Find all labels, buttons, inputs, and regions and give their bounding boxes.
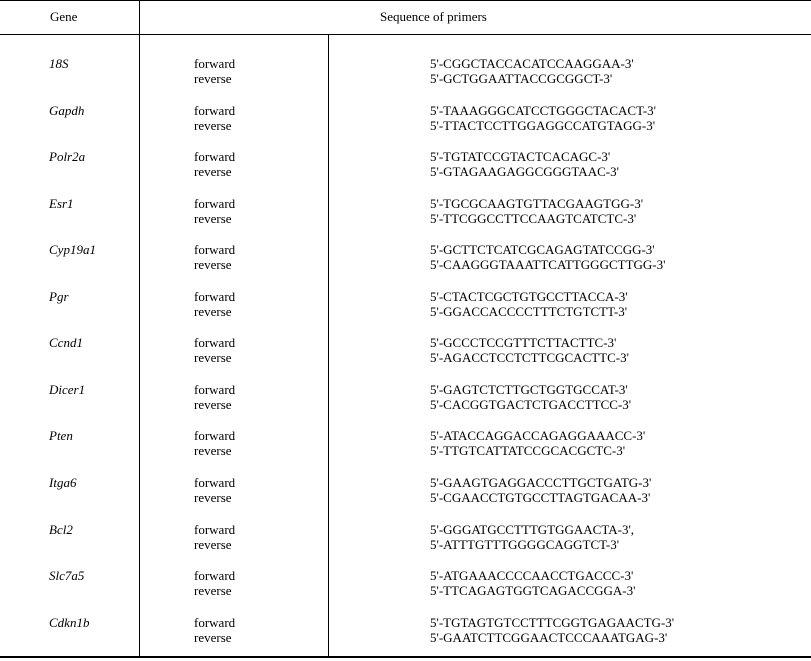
reverse-label: reverse	[194, 257, 232, 273]
gene-name: Slc7a5	[49, 568, 85, 584]
forward-primer-sequence: 5'-GCTTCTCATCGCAGAGTATCCGG-3'	[430, 242, 655, 258]
header-sequence-of-primers: Sequence of primers	[380, 9, 487, 24]
forward-primer-sequence: 5'-GGGATGCCTTTGTGGAACTA-3',	[430, 521, 635, 537]
reverse-label: reverse	[194, 210, 232, 226]
reverse-primer-sequence: 5'-TTCGGCCTTCCAAGTCATCTC-3'	[430, 210, 637, 226]
forward-primer-sequence: 5'-GAGTCTCTTGCTGGTGCCAT-3'	[430, 381, 628, 397]
table-row	[0, 568, 811, 614]
gene-name: Pgr	[49, 288, 69, 304]
table-row	[0, 382, 811, 428]
reverse-label: reverse	[194, 536, 232, 552]
reverse-primer-sequence: 5'-GTAGAAGAGGCGGGTAAC-3'	[430, 164, 619, 180]
forward-label: forward	[194, 102, 236, 118]
reverse-label: reverse	[194, 443, 232, 459]
table-header-rule	[0, 34, 811, 35]
gene-name: Itga6	[49, 474, 77, 490]
table-row	[0, 335, 811, 381]
gene-name: Gapdh	[49, 102, 85, 118]
forward-primer-sequence: 5'-GAAGTGAGGACCCTTGCTGATG-3'	[430, 474, 652, 490]
reverse-label: reverse	[194, 489, 232, 505]
gene-name: 18S	[49, 56, 69, 71]
reverse-primer-sequence: 5'-CAAGGGTAAATTCATTGGGCTTGG-3'	[430, 257, 666, 273]
reverse-primer-sequence: 5'-GAATCTTCGGAACTCCCAAATGAG-3'	[430, 629, 668, 645]
forward-label: forward	[194, 521, 236, 537]
forward-label: forward	[194, 381, 236, 397]
table-row	[0, 475, 811, 521]
table-row	[0, 522, 811, 568]
reverse-label: reverse	[194, 303, 232, 319]
gene-name: Ccnd1	[49, 335, 83, 351]
forward-label: forward	[194, 474, 236, 490]
reverse-primer-sequence: 5'-TTACTCCTTGGAGGCCATGTAGG-3'	[430, 117, 656, 133]
table-top-rule	[0, 0, 811, 1]
reverse-label: reverse	[194, 629, 232, 645]
forward-label: forward	[194, 195, 236, 211]
forward-label: forward	[194, 614, 236, 630]
forward-primer-sequence: 5'-TGCGCAAGTGTTACGAAGTGG-3'	[430, 195, 644, 211]
forward-primer-sequence: 5'-TAAAGGGCATCCTGGGCTACACT-3'	[430, 102, 657, 118]
gene-name: Esr1	[49, 195, 74, 211]
forward-primer-sequence: 5'-TGTAGTGTCCTTTCGGTGAGAACTG-3'	[430, 614, 675, 630]
reverse-primer-sequence: 5'-TTCAGAGTGGTCAGACCGGA-3'	[430, 583, 636, 599]
gene-name: Bcl2	[49, 521, 73, 537]
reverse-label: reverse	[194, 396, 232, 412]
forward-primer-sequence: 5'-CGGCTACCACATCCAAGGAA-3'	[430, 56, 634, 71]
table-row	[0, 196, 811, 242]
forward-label: forward	[194, 568, 236, 584]
forward-primer-sequence: 5'-CTACTCGCTGTGCCTTACCA-3'	[430, 288, 628, 304]
table-row	[0, 615, 811, 661]
forward-label: forward	[194, 242, 236, 258]
reverse-primer-sequence: 5'-CACGGTGACTCTGACCTTCC-3'	[430, 396, 632, 412]
reverse-primer-sequence: 5'-GGACCACCCCTTTCTGTCTT-3'	[430, 303, 628, 319]
forward-label: forward	[194, 428, 236, 444]
reverse-label: reverse	[194, 71, 232, 86]
table-row	[0, 149, 811, 195]
gene-name: Pten	[49, 428, 73, 444]
reverse-label: reverse	[194, 583, 232, 599]
forward-label: forward	[194, 288, 236, 304]
forward-label: forward	[194, 56, 236, 71]
reverse-primer-sequence: 5'-ATTTGTTTGGGGCAGGTCT-3'	[430, 536, 620, 552]
forward-primer-sequence: 5'-ATGAAACCCCAACCTGACCC-3'	[430, 568, 634, 584]
reverse-label: reverse	[194, 350, 232, 366]
forward-primer-sequence: 5'-TGTATCCGTACTCACAGC-3'	[430, 149, 611, 165]
reverse-label: reverse	[194, 164, 232, 180]
gene-name: Dicer1	[49, 381, 86, 397]
table-row	[0, 289, 811, 335]
table-row	[0, 428, 811, 474]
gene-name: Cdkn1b	[49, 614, 90, 630]
reverse-primer-sequence: 5'-GCTGGAATTACCGCGGCT-3'	[430, 71, 613, 86]
header-gene: Gene	[50, 9, 78, 24]
table-row	[0, 103, 811, 149]
reverse-primer-sequence: 5'-AGACCTCCTCTTCGCACTTC-3'	[430, 350, 629, 366]
forward-primer-sequence: 5'-ATACCAGGACCAGAGGAAACC-3'	[430, 428, 646, 444]
forward-primer-sequence: 5'-GCCCTCCGTTTCTTACTTC-3'	[430, 335, 617, 351]
forward-label: forward	[194, 149, 236, 165]
gene-name: Polr2a	[49, 149, 86, 165]
table-row	[0, 242, 811, 288]
table-row	[0, 56, 811, 102]
forward-label: forward	[194, 335, 236, 351]
reverse-primer-sequence: 5'-TTGTCATTATCCGCACGCTC-3'	[430, 443, 626, 459]
gene-name: Cyp19a1	[49, 242, 96, 258]
reverse-primer-sequence: 5'-CGAACCTGTGCCTTAGTGACAA-3'	[430, 489, 651, 505]
reverse-label: reverse	[194, 117, 232, 133]
